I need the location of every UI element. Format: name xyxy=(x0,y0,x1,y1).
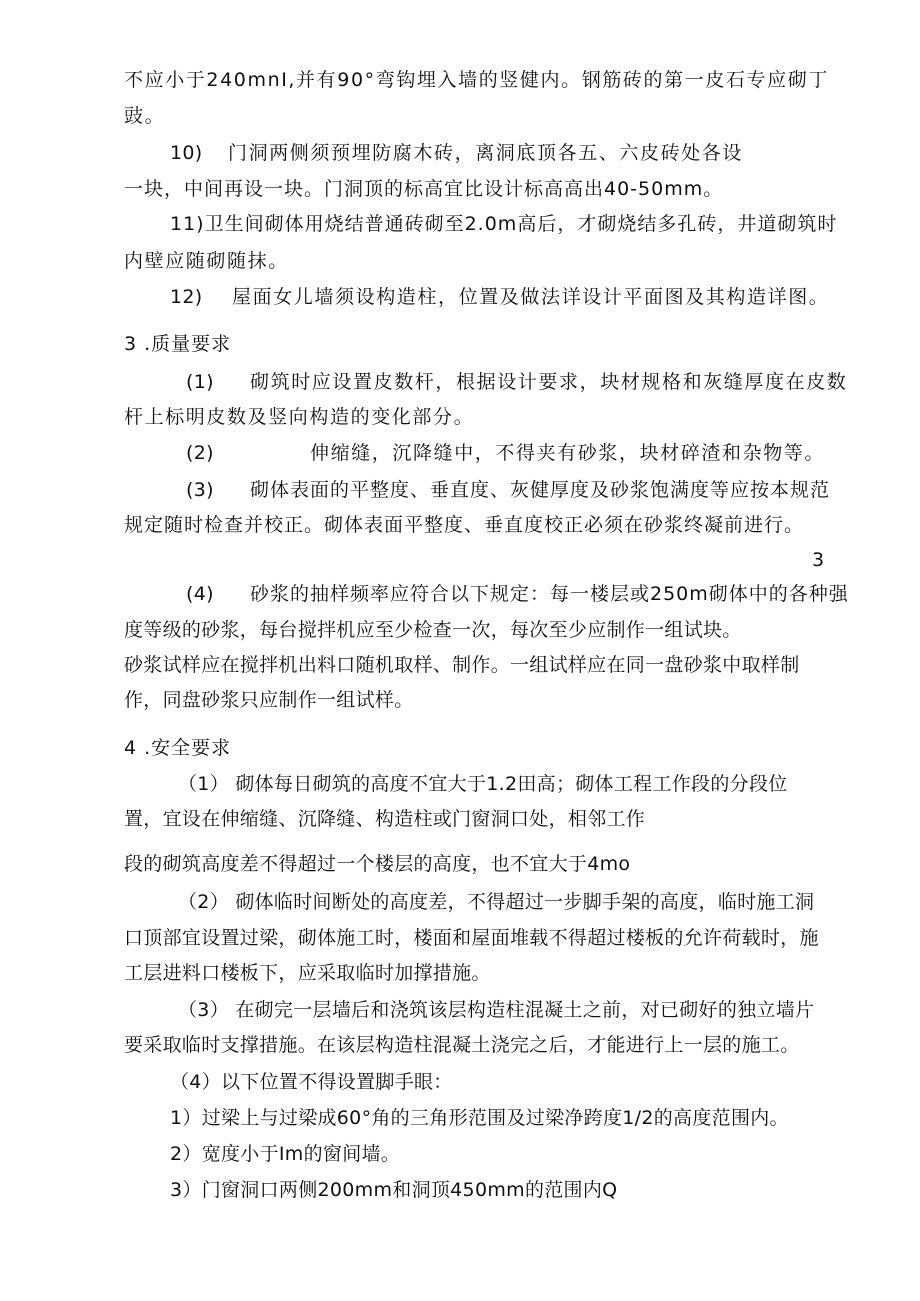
section3-p1-number: (1) xyxy=(186,371,214,393)
section4-p1-line2: 置，宜设在伸缩缝、沉降缝、构造柱或门窗洞口处，相邻工作 xyxy=(124,808,646,830)
item10-line1: 门洞两侧须预埋防腐木砖，离洞底顶各五、六皮砖处各设 xyxy=(228,142,744,164)
item10-number: 10) xyxy=(170,142,203,164)
section4-p2-line3: 工层进料口楼板下，应采取临时加撑措施。 xyxy=(124,962,491,984)
section3-p4-line1: 砂浆的抽样频率应符合以下规定：每一楼层或250m砌体中的各种强 xyxy=(250,583,849,605)
item12-number: 12) xyxy=(170,286,203,308)
section4-p3-line2: 要采取临时支撑措施。在该层构造柱混凝土浇完之后，才能进行上一层的施工。 xyxy=(124,1034,800,1056)
section4-p4-item3: 3）门窗洞口两侧200mm和洞顶450mm的范围内Q xyxy=(170,1179,618,1201)
item9-line1: 不应小于240mnI,并有90°弯钩埋入墙的竖健内。钢筋砖的第一皮石专应砌丁 xyxy=(124,69,829,91)
section4-p1-line3: 段的砌筑高度差不得超过一个楼层的高度，也不宜大于4mo xyxy=(124,853,631,875)
section3-p3-line2: 规定随时检查并校正。砌体表面平整度、垂直度校正必须在砂浆终凝前进行。 xyxy=(124,514,805,536)
section4-p2-line2: 口顶部宜设置过梁，砌体施工时，楼面和屋面堆载不得超过楼板的允许荷载时，施 xyxy=(124,927,819,949)
item12-line1: 屋面女儿墙须设构造柱，位置及做法详设计平面图及其构造详图。 xyxy=(232,286,830,308)
section3-p4-number: (4) xyxy=(186,583,214,605)
section3-p3-line1: 砌体表面的平整度、垂直度、灰健厚度及砂浆饱满度等应按本规范 xyxy=(250,479,831,501)
section3-p1-line1: 砌筑时应设置皮数杆，根据设计要求，块材规格和灰缝厚度在皮数 xyxy=(250,371,848,393)
section3-p3-number: (3) xyxy=(186,479,214,501)
section3-heading: 3 .质量要求 xyxy=(124,333,232,355)
section4-p4-line1: （4）以下位置不得设置脚手眼： xyxy=(170,1071,453,1093)
section3-p1-line2: 杆上标明皮数及竖向构造的变化部分。 xyxy=(124,406,475,428)
page-number: 3 xyxy=(812,549,825,571)
item11-line1: 11)卫生间砌体用烧结普通砖砌至2.0m高后，才砌烧结多孔砖，井道砌筑时 xyxy=(170,213,838,235)
item9-line2: 豉。 xyxy=(124,105,166,127)
item11-line2: 内壁应随砌随抹。 xyxy=(124,250,289,272)
item10-line2: 一块，中间再设一块。门洞顶的标高宜比设计标高高出40-50mm。 xyxy=(124,178,724,200)
section4-heading: 4 .安全要求 xyxy=(124,737,232,759)
section4-p3-line1: （3） 在砌完一层墙后和浇筑该层构造柱混凝土之前，对已砌好的独立墙片 xyxy=(178,999,815,1021)
section3-p2-number: (2) xyxy=(186,442,214,464)
section3-p2-line1: 伸缩缝，沉降缝中，不得夹有砂浆，块材碎渣和杂物等。 xyxy=(310,442,826,464)
section4-p4-item2: 2）宽度小于Im的窗间墙。 xyxy=(170,1143,401,1165)
section3-p4-line4: 作，同盘砂浆只应制作一组试样。 xyxy=(124,689,414,711)
section4-p4-item1: 1）过梁上与过梁成60°角的三角形范围及过梁净跨度1/2的高度范围内。 xyxy=(170,1107,789,1129)
section4-p2-line1: （2） 砌体临时间断处的高度差，不得超过一步脚手架的高度，临时施工洞 xyxy=(178,891,815,913)
section3-p4-line3: 砂浆试样应在搅拌机出料口随机取样、制作。一组试样应在同一盘砂浆中取样制 xyxy=(124,654,800,676)
section3-p4-line2: 度等级的砂浆，每台搅拌机应至少检查一次，每次至少应制作一组试块。 xyxy=(124,619,742,641)
section4-p1-line1: （1） 砌体每日砌筑的高度不宜大于1.2田高；砌体工程工作段的分段位 xyxy=(178,773,788,795)
